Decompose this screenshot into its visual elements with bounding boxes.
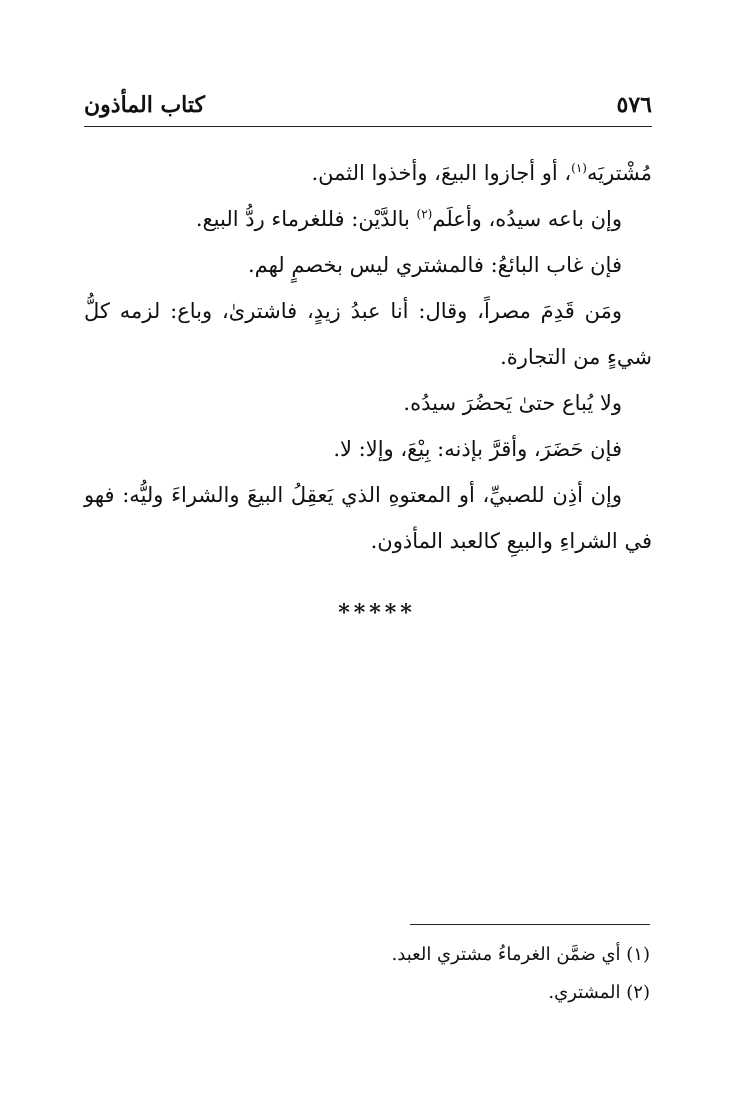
paragraph-1-end: ، أو أجازوا البيعَ، وأخذوا الثمن. [311,161,572,185]
paragraph-3: فإن غاب البائعُ: فالمشتري ليس بخصمٍ لهم. [247,253,622,277]
paragraph-2-start: وإن باعه سيدُه، وأعلَم [432,207,622,231]
footnote-ref-1: (١) [571,161,587,175]
page-header [84,86,652,127]
paragraph-6: فإن حَضَرَ، وأقرَّ بإذنه: بِيْعَ، وإلا: لا. [333,437,622,461]
footnote-ref-2: (٢) [416,207,433,221]
paragraph-1 [84,150,652,196]
paragraph-5: ولا يُباع حتىٰ يَحضُرَ سيدُه. [403,391,622,415]
footnotes [84,936,650,1012]
paragraph-2-end: بالدَّيْن: فللغرماء ردُّ البيع. [195,207,417,231]
footnote-2: (٢) المشتري. [548,982,650,1003]
paragraph-4: ومَن قَدِمَ مصراً، وقال: أنا عبدُ زيدٍ، فاشترىٰ، وباع: لزمه كلُّ شيءٍ من التجارة. [84,299,652,369]
footnote-divider [410,924,650,925]
page-number: ٥٧٦ [616,92,652,118]
section-separator: ***** [338,600,416,626]
paragraph-1-start: مُشْتريَه [586,161,652,185]
paragraph-7: وإن أذِن للصبيِّ، أو المعتوهِ الذي يَعقِلُ البيعَ والشراءَ وليُّه: فهو في الشراءِ والبيعِ كالعبد المأذون. [84,483,652,553]
paragraph-2 [84,196,652,242]
running-title: كتاب المأذون [84,92,205,118]
main-text [84,150,652,564]
footnote-1: (١) أي ضمَّن الغرماءُ مشتري العبد. [391,944,650,965]
